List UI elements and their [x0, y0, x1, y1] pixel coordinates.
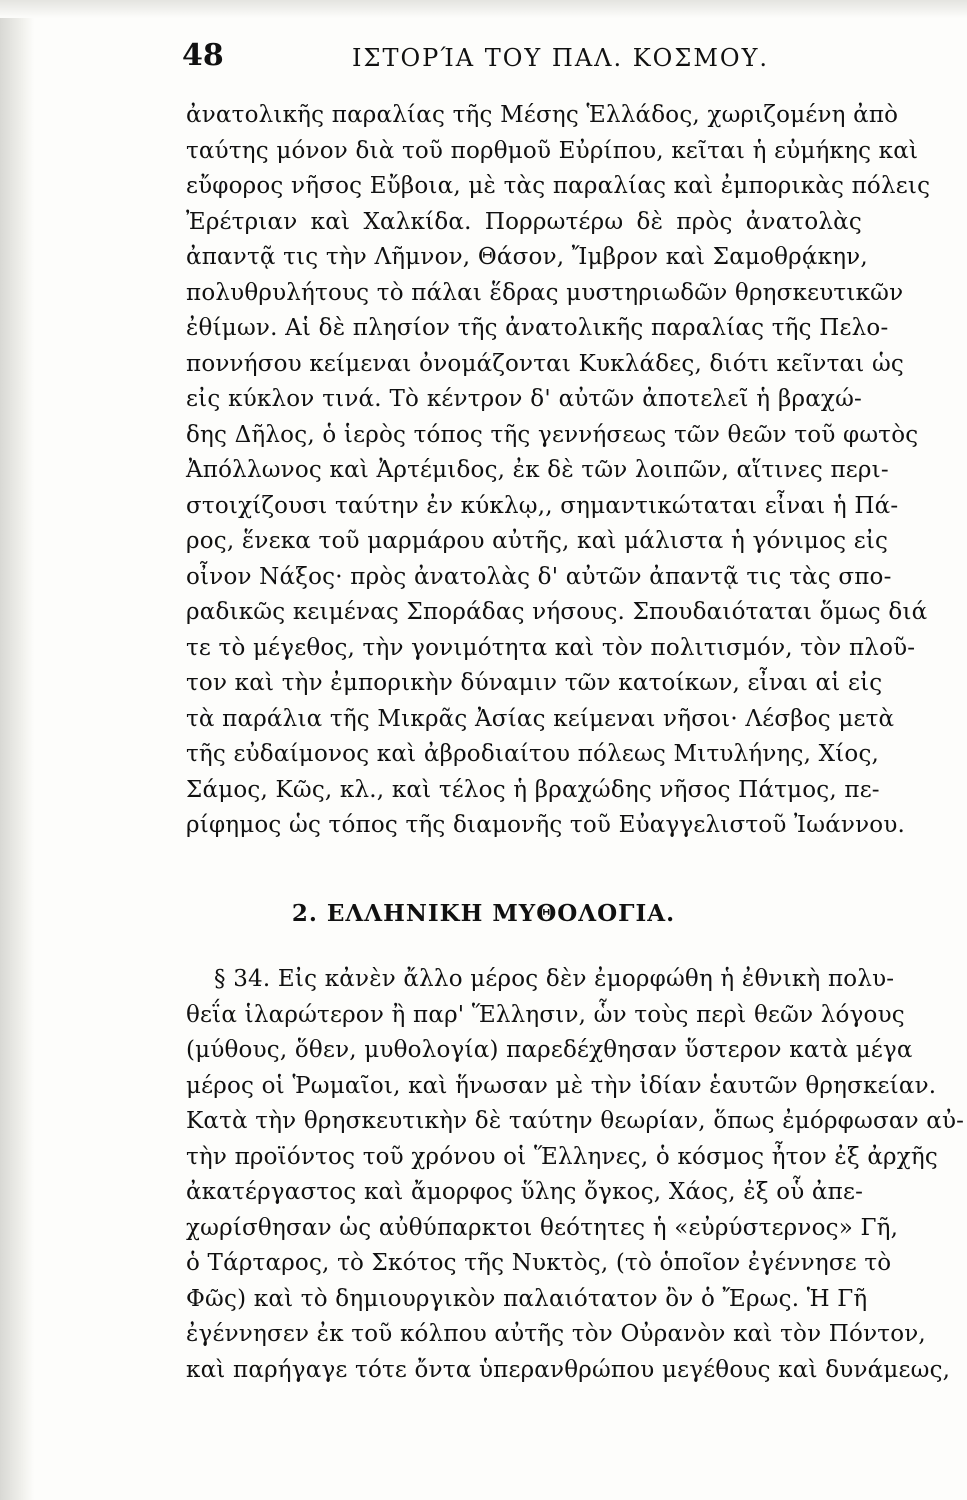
text-line: καὶ παρήγαγε τότε ὄντα ὑπερανθρώπου μεγέθους καὶ δυνάμεως,: [186, 1356, 951, 1383]
text-line: τὰ παράλια τῆς Μικρᾶς Ἀσίας κείμεναι νῆσοι· Λέσβος μετὰ: [186, 705, 895, 732]
page-top-shadow: [0, 0, 967, 18]
text-line: δης Δῆλος, ὁ ἱερὸς τόπος τῆς γεννήσεως τῶν θεῶν τοῦ φωτὸς: [186, 421, 919, 448]
text-line: εὔφορος νῆσος Εὔβοια, μὲ τὰς παραλίας καὶ ἐμπορικὰς πόλεις: [186, 173, 931, 199]
page-number: 48: [182, 38, 224, 73]
text-line: ἐγέννησεν ἐκ τοῦ κόλπου αὐτῆς τὸν Οὐρανὸν καὶ τὸν Πόντον,: [186, 1321, 926, 1347]
text-line: ἀνατολικῆς παραλίας τῆς Μέσης Ἑλλάδος, χωριζομένη ἀπὸ: [186, 102, 899, 128]
page-edge-shadow: [0, 0, 34, 1500]
text-line: ποννήσου κείμεναι ὀνομάζονται Κυκλάδες, διότι κεῖνται ὡς: [186, 350, 904, 377]
text-line: τῆς εὐδαίμονος καὶ ἀβροδιαίτου πόλεως Μιτυλήνης, Χίος,: [186, 741, 880, 767]
text-line: τὴν προϊόντος τοῦ χρόνου οἱ Ἕλληνες, ὁ κόσμος ἦτον ἐξ ἀρχῆς: [186, 1143, 938, 1170]
text-line: Φῶς) καὶ τὸ δημιουργικὸν παλαιότατον ὂν ὁ Ἔρως. Ἡ Γῆ: [186, 1285, 868, 1312]
paragraph-2: [186, 962, 965, 1388]
text-line: πολυθρυλήτους τὸ πάλαι ἕδρας μυστηριωδῶν θρησκευτικῶν: [186, 279, 904, 306]
text-line: στοιχίζουσι ταύτην ἐν κύκλῳ,, σημαντικώταται εἶναι ἡ Πά-: [186, 492, 899, 519]
text-line: Κατὰ τὴν θρησκευτικὴν δὲ ταύτην θεωρίαν, ὅπως ἐμόρφωσαν αὐ-: [186, 1108, 965, 1134]
text-line: Σάμος, Κῶς, κλ., καὶ τέλος ἡ βραχώδης νῆσος Πάτμος, πε-: [186, 776, 880, 803]
text-line: ἀκατέργαστος καὶ ἄμορφος ὕλης ὄγκος, Χάος, ἐξ οὗ ἀπε-: [186, 1179, 864, 1205]
text-line: χωρίσθησαν ὡς αὐθύπαρκτοι θεότητες ἡ «εὐρύστερνος» Γῆ,: [186, 1214, 899, 1241]
text-line: ρος, ἕνεκα τοῦ μαρμάρου αὐτῆς, καὶ μάλιστα ἡ γόνιμος εἰς: [186, 528, 889, 554]
text-line: ἀπαντᾷ τις τὴν Λῆμνον, Θάσον, Ἴμβρον καὶ Σαμοθρᾴκην,: [186, 244, 868, 270]
text-line: ὁ Τάρταρος, τὸ Σκότος τῆς Νυκτὸς, (τὸ ὁποῖον ἐγέννησε τὸ: [186, 1250, 892, 1276]
text-line: ταύτης μόνον διὰ τοῦ πορθμοῦ Εὐρίπου, κεῖται ἡ εὐμήκης καὶ: [186, 137, 919, 164]
page-header: [182, 38, 882, 78]
text-line: τε τὸ μέγεθος, τὴν γονιμότητα καὶ τὸν πολιτισμόν, τὸν πλοῦ-: [186, 634, 916, 661]
text-line: ραδικῶς κειμένας Σποράδας νήσους. Σπουδαιόταται ὅμως διά: [186, 599, 928, 625]
text-line: ἐθίμων. Αἱ δὲ πλησίον τῆς ἀνατολικῆς παραλίας τῆς Πελο-: [186, 315, 889, 341]
text-line: οἶνον Νάξος· πρὸς ἀνατολὰς δ' αὐτῶν ἀπαντᾷ τις τὰς σπο-: [186, 563, 892, 590]
text-line: Ἐρέτριαν καὶ Χαλκίδα. Πορρωτέρω δὲ πρὸς ἀνατολὰς: [186, 208, 862, 235]
text-line: § 34. Εἰς κἀνὲν ἄλλο μέρος δὲν ἐμορφώθη ἡ ἐθνικὴ πολυ-: [214, 966, 895, 992]
paragraph-1: [186, 98, 931, 844]
text-line: εἰς κύκλον τινά. Τὸ κέντρον δ' αὐτῶν ἀποτελεῖ ἡ βραχώ-: [186, 386, 862, 412]
text-line: μέρος οἱ Ῥωμαῖοι, καὶ ἥνωσαν μὲ τὴν ἰδίαν ἑαυτῶν θρησκείαν.: [186, 1072, 937, 1099]
text-line: (μύθους, ὅθεν, μυθολογία) παρεδέχθησαν ὕστερον κατὰ μέγα: [186, 1037, 913, 1063]
text-line: ρίφημος ὡς τόπος τῆς διαμονῆς τοῦ Εὐαγγελιστοῦ Ἰωάννου.: [186, 812, 906, 838]
text-line: τον καὶ τὴν ἐμπορικὴν δύναμιν τῶν κατοίκων, εἶναι αἱ εἰς: [186, 670, 883, 696]
section-heading: 2. ΕΛΛΗΝΙΚΗ ΜΥΘΟΛΟΓΙΑ.: [291, 900, 676, 927]
text-line: Ἀπόλλωνος καὶ Ἀρτέμιδος, ἐκ δὲ τῶν λοιπῶν, αἵτινες περι-: [186, 457, 889, 483]
running-title: ΙΣΤΟΡΊΑ ΤΟΥ ΠΑΛ. ΚΟΣΜΟΥ.: [352, 44, 770, 72]
text-line: θεΐα ἱλαρώτερον ἢ παρ' Ἕλλησιν, ὧν τοὺς περὶ θεῶν λόγους: [186, 1001, 905, 1028]
